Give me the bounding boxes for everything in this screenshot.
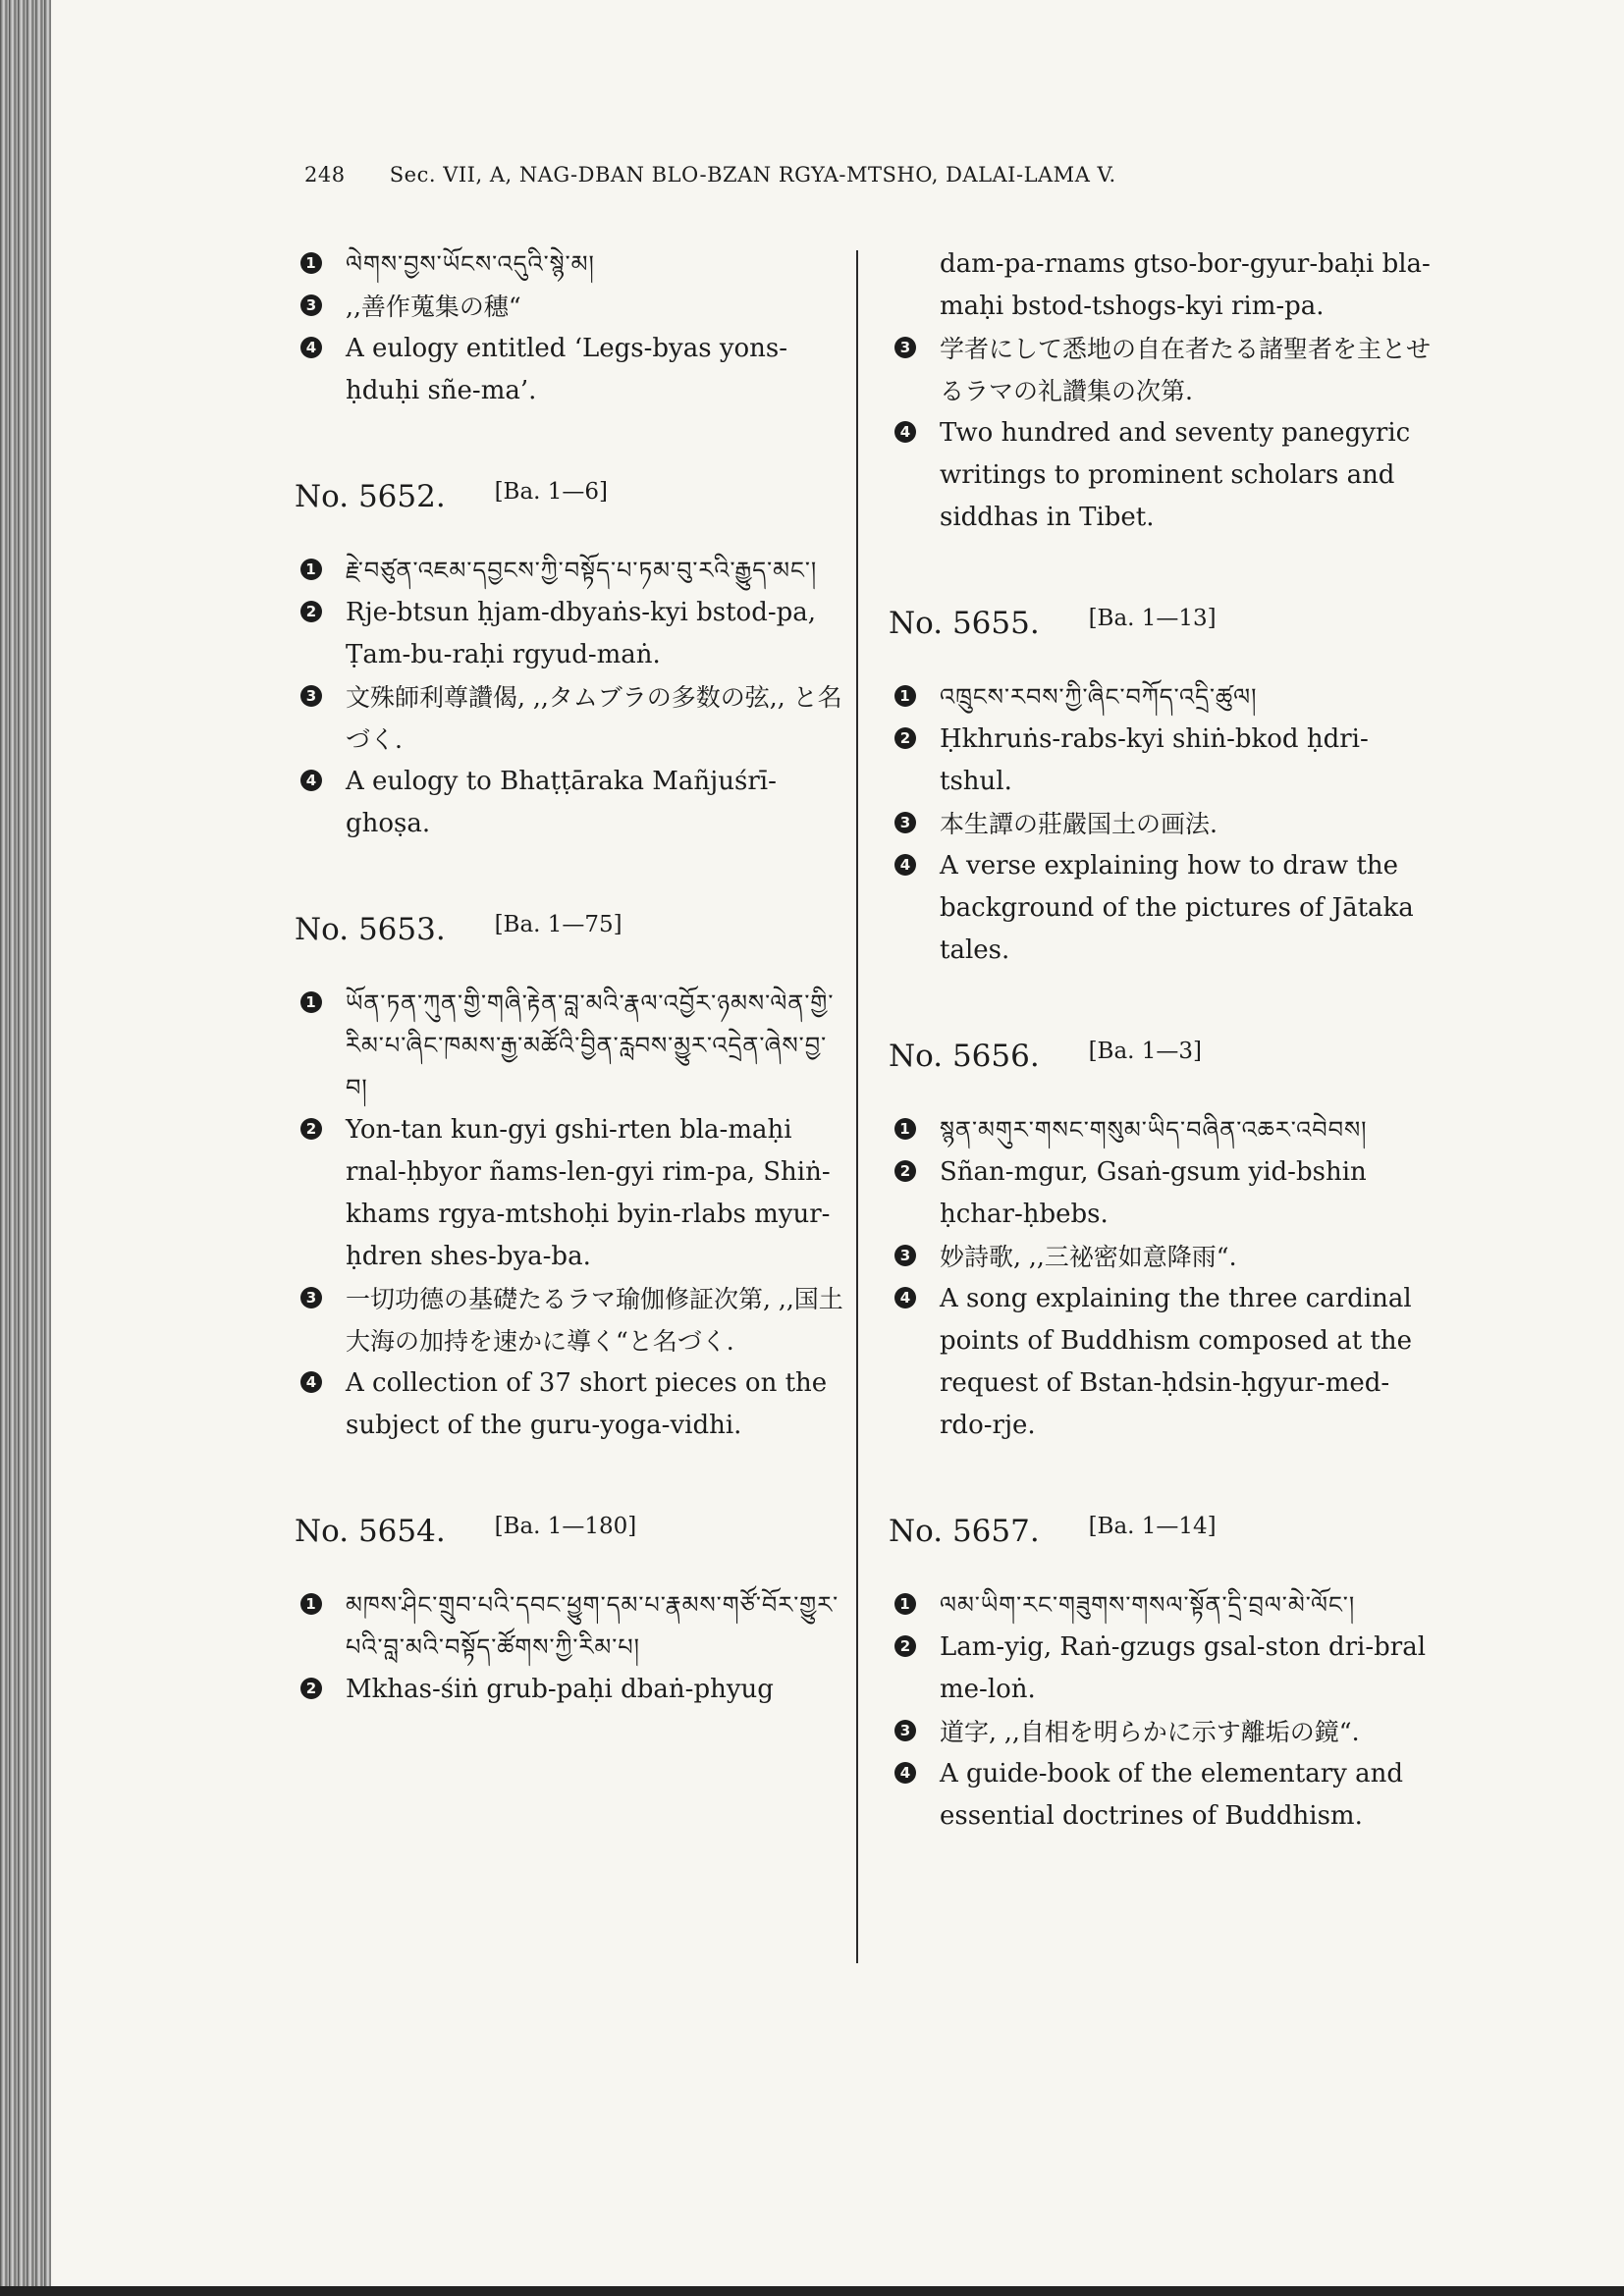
english-description: 4 A eulogy to Bhaṭṭāraka Mañjuśrī-ghoṣa. xyxy=(295,761,844,845)
japanese-title: 3 学者にして悉地の自在者たる諸聖者を主とせるラマの礼讚集の次第. xyxy=(889,328,1434,412)
marker-1: 1 xyxy=(300,559,322,580)
marker-1: 1 xyxy=(894,685,916,707)
marker-2: 2 xyxy=(894,1635,916,1657)
marker-3: 3 xyxy=(894,1720,916,1741)
marker-1: 1 xyxy=(894,1118,916,1140)
marker-2: 2 xyxy=(894,727,916,749)
english-description: 4 A song explaining the three cardinal points of Buddhism composed at the request of Bstan-ḥdsin-ḥgyur-med-rdo-rje. xyxy=(889,1278,1434,1447)
entry-heading xyxy=(295,479,844,514)
scan-binding-edge xyxy=(0,0,51,2296)
japanese-title: 3 一切功德の基礎たるラマ瑜伽修証次第, ,,国土大海の加持を速かに導く“と名づく. xyxy=(295,1278,844,1362)
marker-4: 4 xyxy=(894,1762,916,1784)
marker-4: 4 xyxy=(300,1371,322,1393)
romanized-title: 2 Yon-tan kun-gyi gshi-rten bla-maḥi rnal-ḥbyor ñams-len-gyi rim-pa, Shiṅ-khams rgya-mtshoḥi byin-rlabs myur-ḥdren shes-bya-ba. xyxy=(295,1109,844,1278)
romanized-title: 2 Sñan-mgur, Gsaṅ-gsum yid-bshin ḥchar-ḥbebs. xyxy=(889,1151,1434,1236)
page-number: 248 xyxy=(304,163,346,187)
entry-5653 xyxy=(295,912,844,1447)
marker-4: 4 xyxy=(894,854,916,876)
marker-3: 3 xyxy=(300,685,322,707)
romanized-title-continued: dam-pa-rnams gtso-bor-gyur-baḥi bla-maḥi bstod-tshogs-kyi rim-pa. xyxy=(940,249,1431,321)
entry-5657 xyxy=(889,1514,1434,1838)
section-title: Sec. VII, A, NAG-DBAN BLO-BZAN RGYA-MTSHO, DALAI-LAMA V. xyxy=(389,163,1116,187)
romanized-title: 2 Mkhas-śiṅ grub-paḥi dbaṅ-phyug xyxy=(295,1669,844,1711)
tibetan-title: 1 ལེགས་བྱས་ཡོངས་འདུའི་སྙེ་མ། xyxy=(295,243,844,286)
entry-heading xyxy=(295,912,844,947)
romanized-title: 2 Ḥkhruṅs-rabs-kyi shiṅ-bkod ḥdri-tshul. xyxy=(889,719,1434,803)
japanese-title: 3 本生譚の莊嚴国土の画法. xyxy=(889,803,1434,845)
entry-5656 xyxy=(889,1039,1434,1447)
tibetan-title: 1 མཁས་ཤིང་གྲུབ་པའི་དབང་ཕྱུག་དམ་པ་རྣམས་གཙོ་བོར་གྱུར་པའི་བླ་མའི་བསྟོད་ཚོགས་ཀྱི་རིམ་པ། xyxy=(295,1584,844,1669)
marker-3: 3 xyxy=(894,812,916,833)
tibetan-title: 1 འཁྲུངས་རབས་ཀྱི་ཞིང་བཀོད་འདྲི་ཚུལ། xyxy=(889,676,1434,719)
english-description: 4 A guide-book of the elementary and essential doctrines of Buddhism. xyxy=(889,1753,1434,1838)
marker-4: 4 xyxy=(894,1287,916,1308)
marker-4: 4 xyxy=(300,337,322,358)
marker-2: 2 xyxy=(300,1678,322,1699)
marker-3: 3 xyxy=(894,1245,916,1266)
marker-1: 1 xyxy=(300,252,322,274)
marker-4: 4 xyxy=(300,770,322,791)
tibetan-title: 1 སྙན་མགུར་གསང་གསུམ་ཡིད་བཞིན་འཆར་འབེབས། xyxy=(889,1109,1434,1151)
entry-reference: [Ba. 1—13] xyxy=(1088,606,1217,631)
marker-3: 3 xyxy=(300,1287,322,1308)
romanized-title: 2 Lam-yig, Raṅ-gzugs gsal-ston dri-bral me-loṅ. xyxy=(889,1627,1434,1711)
entry-reference: [Ba. 1—14] xyxy=(1088,1514,1217,1539)
marker-2: 2 xyxy=(300,601,322,622)
entry-number: No. 5652. xyxy=(295,479,446,514)
entry-number: No. 5654. xyxy=(295,1514,446,1549)
japanese-title: 3 妙詩歌, ,,三祕密如意降雨“. xyxy=(889,1236,1434,1278)
japanese-title: 3 ,,善作蒐集の穗“ xyxy=(295,286,844,328)
left-column xyxy=(295,243,844,1711)
marker-1: 1 xyxy=(300,1593,322,1615)
scan-bottom-edge xyxy=(0,2286,1624,2296)
entry-number: No. 5656. xyxy=(889,1039,1040,1074)
entry-heading xyxy=(889,1514,1434,1549)
running-head xyxy=(304,163,1384,187)
romanized-title: 2 Rje-btsun ḥjam-dbyaṅs-kyi bstod-pa, Ṭam-bu-raḥi rgyud-maṅ. xyxy=(295,592,844,676)
entry-number: No. 5653. xyxy=(295,912,446,947)
entry-5655 xyxy=(889,606,1434,972)
english-description: 4 Two hundred and seventy panegyric writings to prominent scholars and siddhas in Tibet. xyxy=(889,412,1434,539)
english-description: 4 A eulogy entitled ‘Legs-byas yons-ḥduḥi sñe-ma’. xyxy=(295,328,844,412)
entry-heading xyxy=(295,1514,844,1549)
entry-heading xyxy=(889,606,1434,641)
entry-reference: [Ba. 1—6] xyxy=(494,479,609,505)
marker-3: 3 xyxy=(300,294,322,316)
tibetan-title: 1 ལམ་ཡིག་རང་གཟུགས་གསལ་སྟོན་དྲི་བྲལ་མེ་ལོང་། xyxy=(889,1584,1434,1627)
marker-1: 1 xyxy=(300,991,322,1013)
tibetan-title: 1 རྗེ་བཙུན་འཇམ་དབྱངས་ཀྱི་བསྟོད་པ་ཏམ་བུ་རའི་རྒྱུད་མང་། xyxy=(295,550,844,592)
entry-5654 xyxy=(295,1514,844,1711)
japanese-title: 3 道字, ,,自相を明らかに示す離垢の鏡“. xyxy=(889,1711,1434,1753)
entry-5652 xyxy=(295,479,844,845)
japanese-title: 3 文殊師利尊讚偈, ,,タムブラの多数の弦,, と名づく. xyxy=(295,676,844,761)
column-divider xyxy=(856,250,858,1963)
entry-5654-continued xyxy=(889,243,1434,539)
english-description: 4 A collection of 37 short pieces on the subject of the guru-yoga-vidhi. xyxy=(295,1362,844,1447)
tibetan-title: 1 ཡོན་ཏན་ཀུན་གྱི་གཞི་རྟེན་བླ་མའི་རྣལ་འབྱོར་ཉམས་ལེན་གྱི་རིམ་པ་ཞིང་ཁམས་རྒྱ་མཚོའི་བྱིན་རླབས་མྱུར་འདྲེན་ཞེས་བྱ་བ། xyxy=(295,983,844,1109)
entry-reference: [Ba. 1—180] xyxy=(494,1514,637,1539)
english-description: 4 A verse explaining how to draw the background of the pictures of Jātaka tales. xyxy=(889,845,1434,972)
entry-heading xyxy=(889,1039,1434,1074)
marker-1: 1 xyxy=(894,1593,916,1615)
entry-reference: [Ba. 1—3] xyxy=(1088,1039,1203,1064)
entry-number: No. 5655. xyxy=(889,606,1040,641)
marker-2: 2 xyxy=(300,1118,322,1140)
right-column xyxy=(889,243,1434,1838)
entry-prev xyxy=(295,243,844,412)
marker-3: 3 xyxy=(894,337,916,358)
marker-4: 4 xyxy=(894,421,916,443)
marker-2: 2 xyxy=(894,1160,916,1182)
entry-reference: [Ba. 1—75] xyxy=(494,912,623,937)
entry-number: No. 5657. xyxy=(889,1514,1040,1549)
